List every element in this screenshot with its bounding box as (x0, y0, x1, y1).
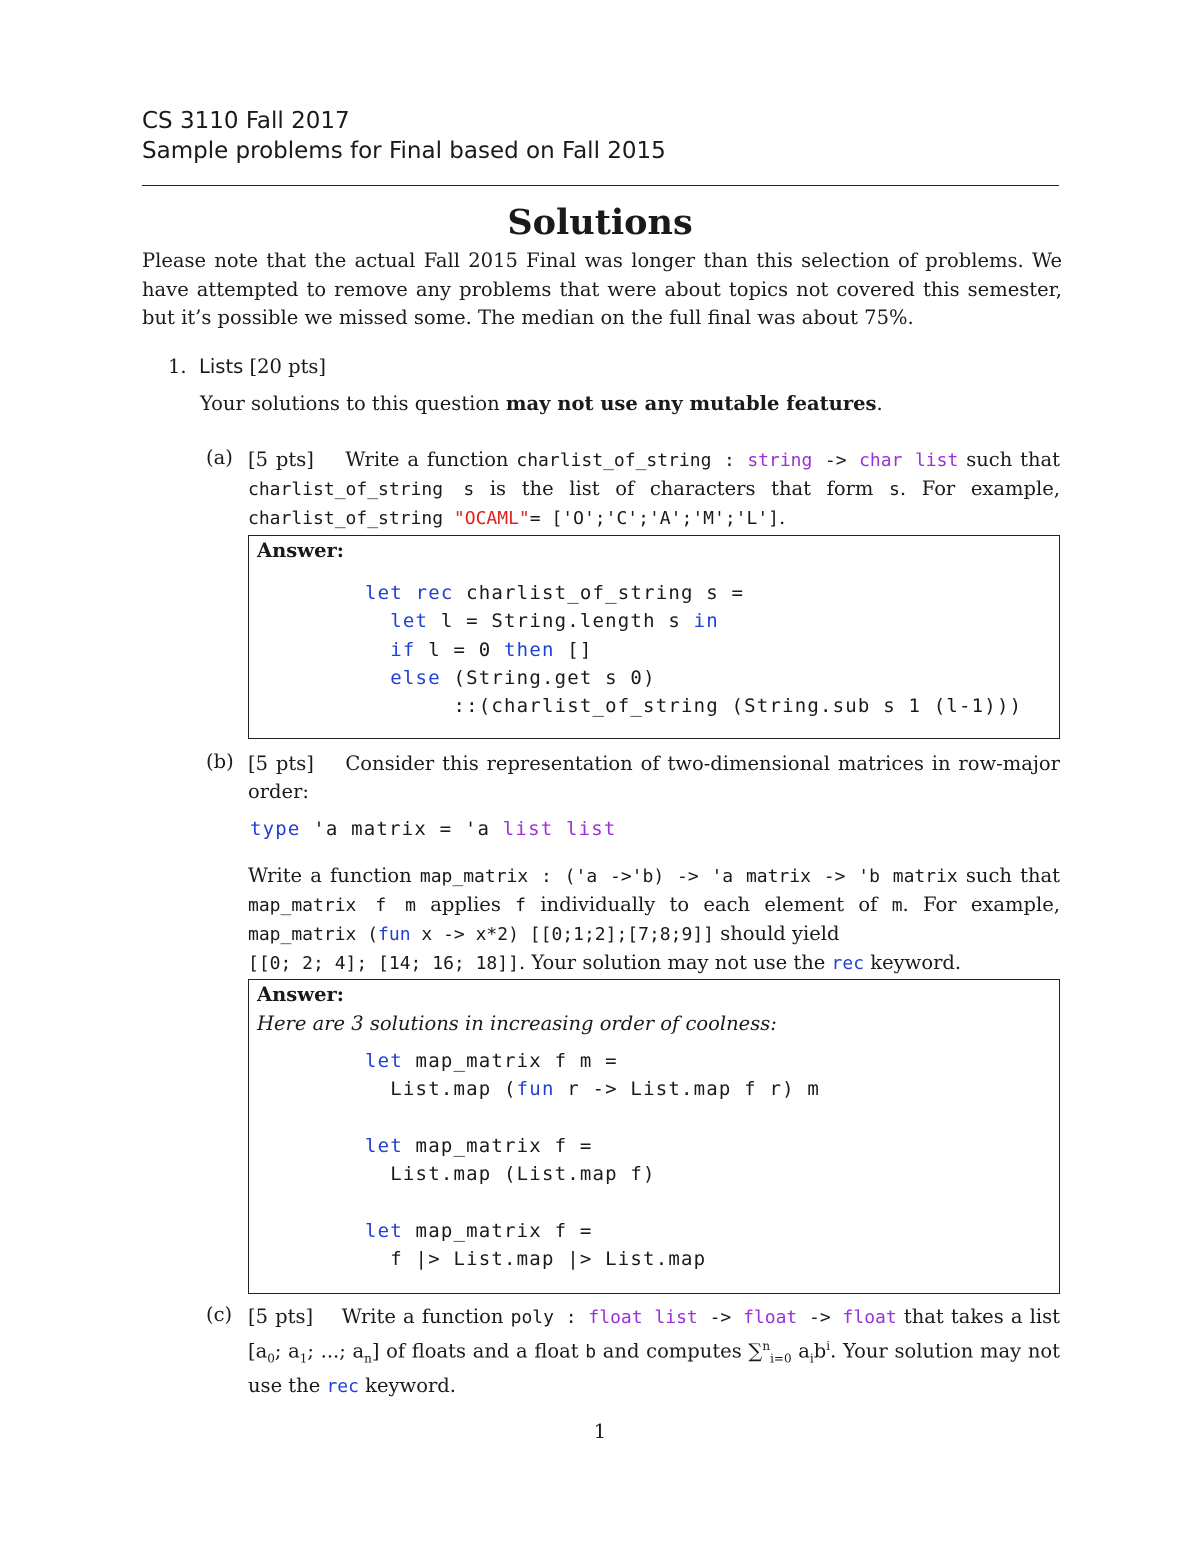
answer-heading: Answer: (257, 539, 344, 562)
part-a-points: [5 pts] (248, 448, 314, 471)
header-rule (142, 185, 1059, 186)
question-1-heading (168, 355, 326, 378)
page-number: 1 (593, 1420, 607, 1443)
part-c-prompt: [5 pts] Write a function poly : float list -> float -> float that takes a list [$a_0$; $a_1$; ...; $a_n$] of floats and a float b and computes ∑$^n_{i=0}$ $a_ib^i$. Your solution may not use the rec keyword. (248, 1305, 1060, 1398)
part-b-points: [5 pts] (248, 752, 314, 775)
question-number: 1. (168, 355, 187, 378)
question-1-note: Your solutions to this question may not use any mutable features. (200, 392, 883, 415)
course-header: CS 3110 Fall 2017 (142, 108, 350, 134)
part-a-label: (a) (206, 446, 233, 469)
type-declaration: type 'a matrix = 'a list list (250, 818, 617, 840)
part-a-answer-box (248, 535, 1060, 739)
question-label: Lists (199, 355, 244, 378)
course-subtitle: Sample problems for Final based on Fall 2015 (142, 138, 666, 164)
answer-note: Here are 3 solutions in increasing order of coolness: (257, 1012, 777, 1035)
part-b-intro: Consider this representation of two-dimensional matrices in row-major order: (248, 752, 1060, 803)
intro-paragraph: Please note that the actual Fall 2015 Final was longer than this selection of problems. We have attempted to remove any problems that were about topics not covered this semester, but it’s possible we missed some. The median on the full final was about 75%. (142, 249, 1062, 329)
part-c-label: (c) (206, 1303, 233, 1326)
part-b-task: Write a function map_matrix : ('a ->'b) -> 'a matrix -> 'b matrix such that map_matrix f m applies f individually to each element of m. For example, map_matrix (fun x -> x*2) [[0;1;2];[7;8;9]] should yield [[0; 2; 4]; [14; 16; 18]]. Your solution may not use the rec keyword. (248, 864, 1060, 974)
part-b-code: let map_matrix f m = List.map (fun r -> List.map f r) m let map_matrix f = List.map (List.map f) let map_matrix f = f |> List.map |> List.map (365, 1050, 821, 1271)
question-points: [20 pts] (249, 355, 327, 378)
part-b-label: (b) (206, 750, 234, 773)
answer-heading: Answer: (257, 983, 344, 1006)
part-a-code: let rec charlist_of_string s = let l = String.length s in if l = 0 then [] else (String.get s 0) ::(charlist_of_string (String.sub s 1 (l-1))) (365, 582, 1023, 718)
page-title: Solutions (507, 202, 693, 243)
part-a-prompt: [5 pts] Write a function charlist_of_string : string -> char list such that charlist_of_string s is the list of characters that form s. For example, charlist_of_string "OCAML"= ['O';'C';'A';'M';'L']. (248, 448, 1060, 529)
part-b-prompt (248, 750, 1060, 806)
note-emphasis: may not use any mutable features (505, 392, 877, 415)
part-b-answer-box (248, 979, 1060, 1294)
part-c-points: [5 pts] (248, 1305, 314, 1328)
